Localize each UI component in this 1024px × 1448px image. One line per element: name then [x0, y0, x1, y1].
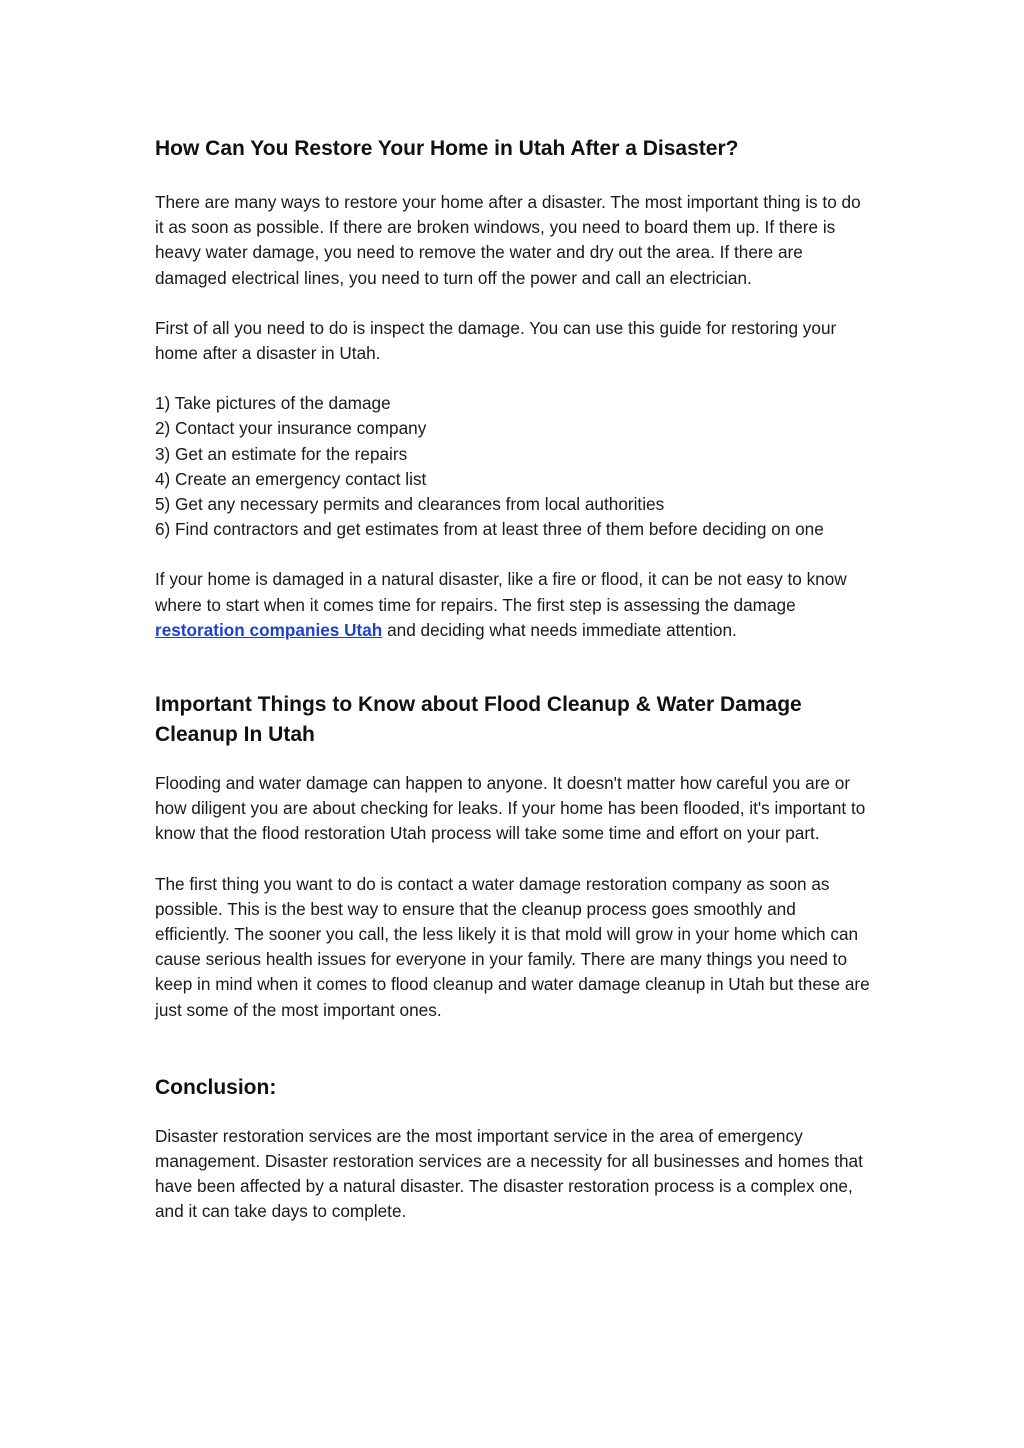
- list-item-step-2: 2) Contact your insurance company: [155, 418, 427, 439]
- conclusion-heading: Conclusion:: [155, 1075, 277, 1099]
- disaster-paragraph: [155, 567, 873, 643]
- flood-section-heading: Important Things to Know about Flood Cleanup & Water Damage Cleanup In Utah: [155, 693, 802, 747]
- restoration-steps-list: [155, 391, 873, 542]
- conclusion-paragraph: Disaster restoration services are the most important service in the area of emergency management. Disaster restoration services are a necessity for all businesses and homes that have been affected by a natural disaster. The disaster restoration process is a complex one, and it can take days to complete.: [155, 1125, 863, 1222]
- intro-paragraph: There are many ways to restore your home after a disaster. The most important thing is to do it as soon as possible. If there are broken windows, you need to board them up. If there is heavy water damage, you need to remove the water and dry out the area. If there are damaged electrical lines, you need to turn off the power and call an electrician.: [155, 192, 861, 288]
- article-title: How Can You Restore Your Home in Utah After a Disaster?: [155, 137, 739, 160]
- guide-intro-paragraph: First of all you need to do is inspect the damage. You can use this guide for restoring your home after a disaster in Utah.: [155, 317, 837, 364]
- flood-paragraph-2: The first thing you want to do is contact a water damage restoration company as soon as possible. This is the best way to ensure that the cleanup process goes smoothly and efficiently. The sooner you call, the less likely it is that mold will grow in your home which can cause serious health issues for everyone in your family. There are many things you need to keep in mind when it comes to flood cleanup and water damage cleanup in Utah but these are just some of the most important ones.: [155, 873, 870, 1020]
- list-item-step-1: 1) Take pictures of the damage: [155, 393, 391, 414]
- restoration-companies-link[interactable]: restoration companies Utah: [155, 619, 383, 640]
- disaster-paragraph-text-before: If your home is damaged in a natural disaster, like a fire or flood, it can be not easy to know where to start when it comes time for repairs. The first step is assessing the damage: [155, 569, 847, 615]
- list-item-step-3: 3) Get an estimate for the repairs: [155, 443, 408, 464]
- list-item-step-4: 4) Create an emergency contact list: [155, 468, 427, 489]
- disaster-paragraph-text-after: and deciding what needs immediate attention.: [382, 619, 737, 640]
- flood-paragraph-1: Flooding and water damage can happen to anyone. It doesn't matter how careful you are or how diligent you are about checking for leaks. If your home has been flooded, it's important to know that the flood restoration Utah process will take some time and effort on your part.: [155, 773, 866, 844]
- document-page: [155, 134, 873, 1250]
- list-item-step-5: 5) Get any necessary permits and clearances from local authorities: [155, 494, 665, 515]
- list-item-step-6: 6) Find contractors and get estimates from at least three of them before deciding on one: [155, 519, 824, 540]
